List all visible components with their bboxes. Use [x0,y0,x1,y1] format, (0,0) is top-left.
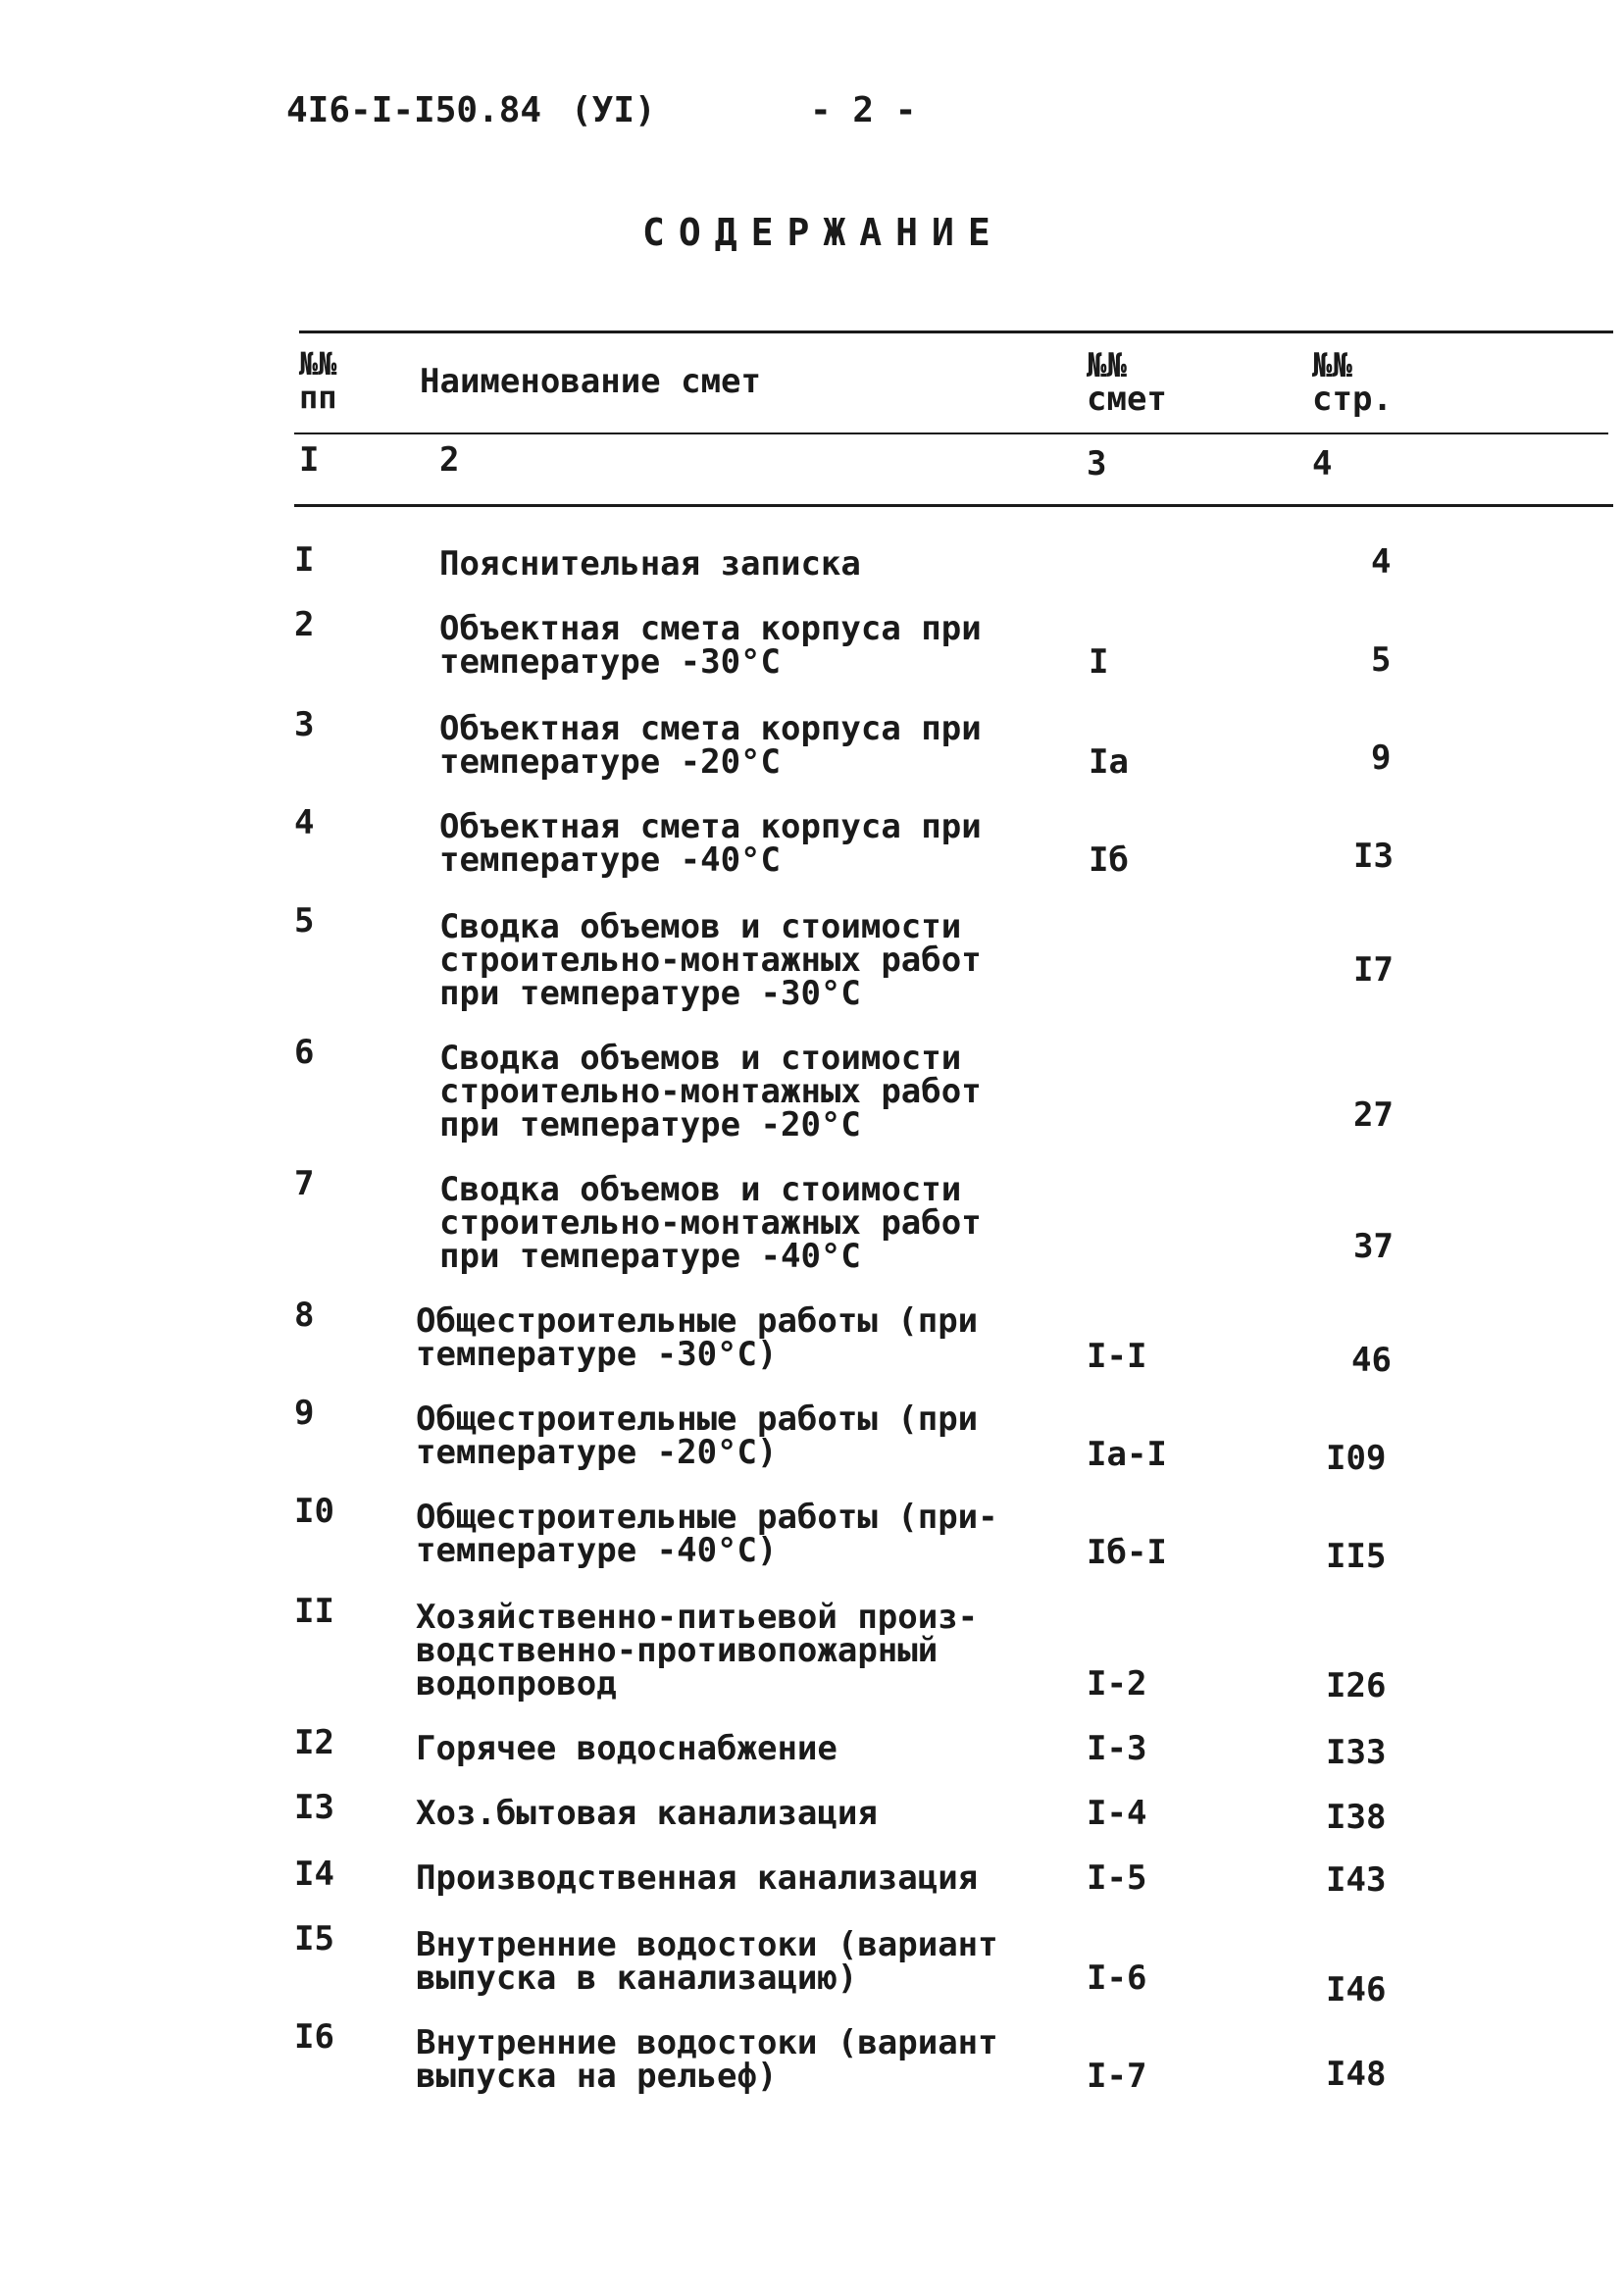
document-variant: (УI) [571,90,656,130]
page-number: - 2 - [810,90,917,130]
page-ref: I38 [1326,1798,1387,1837]
estimate-number: I [1089,642,1109,682]
table-index-rule [294,504,1613,507]
estimate-number: Iа-I [1087,1435,1167,1474]
page-ref: 4 [1371,542,1392,582]
page-ref: I43 [1326,1860,1387,1900]
row-number: I5 [294,1919,334,1958]
estimate-name: Объектная смета корпуса при температуре -20°С [439,709,982,782]
row-number: II [294,1592,334,1631]
estimate-name: Общестроительные работы (при температуре -20°С) [416,1399,979,1472]
row-number: I [294,540,315,580]
estimate-number: Iб [1089,840,1129,880]
column-index: 3 [1087,444,1107,483]
estimate-number: Iб-I [1087,1533,1167,1572]
page-ref: I48 [1326,2055,1387,2094]
estimate-number: Iа [1089,742,1129,782]
table-top-rule [299,331,1613,333]
estimate-name: Пояснительная записка [439,544,861,584]
page-ref: 37 [1353,1227,1394,1266]
column-index: I [299,440,320,480]
estimate-name: Внутренние водостоки (вариант выпуска на рельеф) [416,2023,998,2096]
row-number: 3 [294,705,315,744]
estimate-name: Объектная смета корпуса при температуре -30°С [439,609,982,682]
row-number: I2 [294,1723,334,1762]
estimate-number: I-I [1087,1337,1147,1376]
row-number: I4 [294,1855,334,1894]
estimate-name: Объектная смета корпуса при температуре -40°С [439,807,982,880]
estimate-name: Хозяйственно-питьевой произ- водственно-противопожарный водопровод [416,1598,979,1704]
row-number: I0 [294,1492,334,1531]
estimate-name: Производственная канализация [416,1858,979,1898]
row-number: 5 [294,901,315,941]
estimate-number: I-2 [1087,1664,1147,1704]
page-ref: 46 [1351,1341,1392,1380]
row-number: 6 [294,1033,315,1072]
column-index: 4 [1312,444,1333,483]
column-header-name: Наименование смет [420,362,761,401]
document-code: 4I6-I-I50.84 [286,90,542,130]
estimate-name: Внутренние водостоки (вариант выпуска в канализацию) [416,1925,998,1998]
row-number: 2 [294,605,315,644]
row-number: I3 [294,1788,334,1827]
estimate-number: I-4 [1087,1794,1147,1833]
estimate-name: Сводка объемов и стоимости строительно-монтажных работ при температуре -30°С [439,907,982,1013]
estimate-number: I-3 [1087,1729,1147,1768]
estimate-name: Сводка объемов и стоимости строительно-монтажных работ при температуре -40°С [439,1170,982,1276]
estimate-number: I-5 [1087,1858,1147,1898]
estimate-name: Горячее водоснабжение [416,1729,837,1768]
page-ref: 5 [1371,640,1392,680]
row-number: 9 [294,1394,315,1433]
row-number: 7 [294,1164,315,1203]
page-ref: I26 [1326,1666,1387,1705]
column-header-page: №№ стр. [1312,346,1393,419]
estimate-number: I-7 [1087,2057,1147,2096]
page-ref: I3 [1353,837,1394,876]
table-header-rule [294,432,1608,434]
row-number: 8 [294,1296,315,1335]
estimate-name: Общестроительные работы (при температуре -30°С) [416,1301,979,1374]
estimate-name: Сводка объемов и стоимости строительно-монтажных работ при температуре -20°С [439,1039,982,1144]
estimate-name: Общестроительные работы (при- температуре -40°С) [416,1498,998,1570]
page-title: СОДЕРЖАНИЕ [642,211,1004,254]
row-number: I6 [294,2017,334,2057]
page-ref: 9 [1371,738,1392,778]
estimate-number: I-6 [1087,1958,1147,1998]
estimate-name: Хоз.бытовая канализация [416,1794,878,1833]
column-header-num: №№ пп [299,345,337,416]
column-index: 2 [439,440,460,480]
page-ref: I33 [1326,1733,1387,1772]
page-ref: II5 [1326,1537,1387,1576]
page-ref: 27 [1353,1095,1394,1135]
column-header-estimate: №№ смет [1087,346,1167,419]
row-number: 4 [294,803,315,842]
page-ref: I7 [1353,950,1394,990]
page-ref: I46 [1326,1970,1387,2009]
page-ref: I09 [1326,1439,1387,1478]
